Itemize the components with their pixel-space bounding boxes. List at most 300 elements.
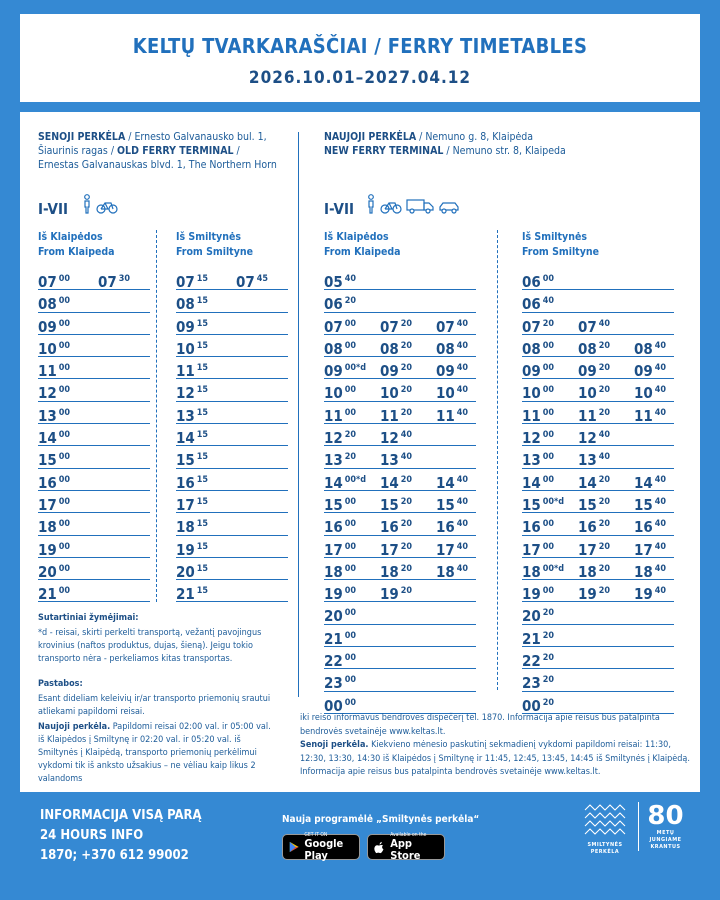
hour: 20 (522, 607, 541, 626)
departure-time (176, 495, 208, 514)
minutes: 20 (598, 474, 611, 485)
hour: 21 (324, 629, 343, 648)
hour: 12 (578, 429, 597, 448)
hour: 18 (436, 562, 455, 581)
minutes: 00 (58, 385, 71, 396)
departure-time (436, 473, 468, 492)
table-row (522, 625, 674, 647)
departure-time (634, 495, 666, 514)
table-row (522, 424, 674, 446)
minutes: 20 (598, 363, 611, 374)
hour: 08 (38, 295, 57, 314)
minutes: 40 (598, 318, 611, 329)
new-from-klaipeda-label: Iš Klaipėdos From Klaipeda (324, 231, 401, 258)
departure-time (324, 339, 356, 358)
departure-time (578, 383, 610, 402)
table-row (522, 446, 674, 468)
departure-time (380, 428, 412, 447)
minutes: 00 (344, 608, 357, 619)
validity-dates: 2026.10.01–2027.04.12 (248, 68, 472, 88)
minutes: 00 (344, 541, 357, 552)
bicycle-icon (380, 200, 402, 214)
hour: 14 (324, 473, 343, 492)
hour: 18 (578, 562, 597, 581)
table-row (522, 602, 674, 624)
departure-time (436, 383, 468, 402)
minutes: 40 (598, 430, 611, 441)
minutes: 40 (400, 430, 413, 441)
minutes: 20 (400, 363, 413, 374)
minutes: 20 (542, 653, 555, 664)
header (20, 14, 700, 102)
minutes: 00 (344, 318, 357, 329)
departure-time (176, 339, 208, 358)
hour: 06 (522, 273, 541, 291)
hour: 20 (176, 562, 195, 581)
departure-time (522, 562, 564, 581)
hour: 09 (324, 362, 343, 381)
hour: 19 (324, 585, 343, 604)
minutes: 40 (542, 296, 555, 307)
minutes: 20 (542, 630, 555, 641)
hour: 14 (38, 429, 57, 448)
old-terminal-name-lt: SENOJI PERKĖLA (38, 131, 126, 143)
hour: 15 (324, 495, 343, 514)
old-days-label: I-VII (38, 200, 69, 218)
departure-time (380, 361, 412, 380)
minutes: 15 (196, 474, 209, 485)
departure-time (634, 562, 666, 581)
minutes: 00*d (344, 474, 367, 485)
info-phone[interactable]: 1870; +370 612 99002 (40, 848, 189, 863)
minutes: 00 (58, 586, 71, 597)
table-row (324, 491, 476, 513)
hour: 12 (176, 384, 195, 403)
minutes: 40 (654, 340, 667, 351)
minutes: 00 (344, 340, 357, 351)
minutes: 00 (58, 318, 71, 329)
table-row (522, 335, 674, 357)
departure-time (634, 517, 666, 536)
minutes: 40 (456, 519, 469, 530)
minutes: 20 (400, 407, 413, 418)
table-row (176, 268, 288, 290)
table-row (38, 558, 150, 580)
minutes: 20 (400, 385, 413, 396)
departure-time (522, 294, 554, 313)
hour: 10 (634, 384, 653, 403)
hour: 16 (578, 518, 597, 537)
hour: 11 (176, 362, 195, 381)
table-row (38, 268, 150, 290)
old-terminal-name-en: OLD FERRY TERMINAL (117, 145, 234, 157)
minutes: 40 (654, 363, 667, 374)
departure-time (578, 428, 610, 447)
minutes: 40 (456, 496, 469, 507)
new-terminal-address: NAUJOJI PERKĖLA / Nemuno g. 8, Klaipėda NEW FERRY TERMINAL / Nemuno str. 8, Klaipeda (324, 131, 566, 157)
table-row (38, 446, 150, 468)
hour: 08 (324, 339, 343, 358)
hour: 15 (578, 495, 597, 514)
minutes: 20 (400, 563, 413, 574)
table-row (522, 491, 674, 513)
table-row (38, 379, 150, 401)
departure-time (522, 406, 554, 425)
table-row (176, 558, 288, 580)
minutes: 20 (400, 586, 413, 597)
minutes: 00 (344, 697, 357, 708)
table-row (522, 290, 674, 312)
minutes: 00 (344, 407, 357, 418)
minutes: 00 (58, 452, 71, 463)
hour: 22 (522, 652, 541, 671)
minutes: 20 (400, 496, 413, 507)
hour: 07 (324, 317, 343, 336)
minutes: 00 (58, 363, 71, 374)
departure-time (578, 517, 610, 536)
departure-time (324, 406, 356, 425)
table-row (176, 469, 288, 491)
minutes: 00 (58, 430, 71, 441)
minutes: 20 (400, 318, 413, 329)
old-from-klaipeda-label: Iš Klaipėdos From Klaipeda (38, 231, 115, 258)
hour: 10 (38, 339, 57, 358)
hour: 11 (436, 406, 455, 425)
minutes: 40 (344, 274, 357, 284)
table-row (38, 424, 150, 446)
departure-time (380, 540, 412, 559)
departure-time (578, 361, 610, 380)
departure-time (634, 339, 666, 358)
pedestrian-icon (82, 194, 92, 214)
minutes: 40 (654, 407, 667, 418)
info-block: INFORMACIJA VISĄ PARĄ 24 HOURS INFO 1870; +370 612 99002 (40, 806, 202, 866)
minutes: 40 (456, 407, 469, 418)
hour: 19 (380, 585, 399, 604)
hour: 13 (522, 451, 541, 470)
table-row (176, 357, 288, 379)
new-transport-icons (366, 194, 460, 214)
old-smiltyne-departures (176, 268, 288, 602)
minutes: 20 (400, 474, 413, 485)
hour: 10 (176, 339, 195, 358)
hour: 14 (578, 473, 597, 492)
minutes: 15 (196, 407, 209, 418)
footer (20, 792, 700, 886)
minutes: 40 (456, 318, 469, 329)
table-row (38, 335, 150, 357)
hour: 08 (522, 339, 541, 358)
departure-time (380, 383, 412, 402)
hour: 15 (380, 495, 399, 514)
departure-time (522, 339, 554, 358)
new-klaipeda-departures (324, 268, 476, 714)
minutes: 00 (58, 496, 71, 507)
google-play-badge[interactable]: GET IT ON Google Play (282, 834, 360, 860)
minutes: 00 (542, 274, 555, 284)
departure-time (38, 406, 70, 425)
departure-time (634, 383, 666, 402)
hour: 15 (176, 451, 195, 470)
table-row (522, 669, 674, 691)
hour: 19 (578, 585, 597, 604)
minutes: 00 (542, 385, 555, 396)
new-terminal-name-en: NEW FERRY TERMINAL (324, 145, 444, 157)
departure-time (38, 361, 70, 380)
hour: 16 (324, 518, 343, 537)
old-klaipeda-departures (38, 268, 150, 602)
table-row (522, 268, 674, 290)
minutes: 40 (598, 452, 611, 463)
new-terminal-name-lt: NAUJOJI PERKĖLA (324, 131, 417, 143)
hour: 14 (634, 473, 653, 492)
departure-time (522, 317, 554, 336)
minutes: 00 (542, 452, 555, 463)
minutes: 15 (196, 274, 209, 284)
departure-time (324, 584, 356, 603)
google-play-icon (289, 839, 299, 855)
hour: 14 (436, 473, 455, 492)
departure-time (578, 473, 610, 492)
departure-time (578, 406, 610, 425)
hour: 18 (634, 562, 653, 581)
new-from-smiltyne-label: Iš Smiltynės From Smiltyne (522, 231, 599, 258)
minutes: 40 (400, 452, 413, 463)
hour: 15 (634, 495, 653, 514)
departure-time (634, 473, 666, 492)
minutes: 00 (344, 496, 357, 507)
hour: 00 (324, 696, 343, 715)
anniversary-logo: 80 METŲ JUNGIAME KRANTUS (638, 802, 688, 851)
hour: 21 (176, 585, 195, 604)
hour: 19 (176, 540, 195, 559)
table-row (176, 402, 288, 424)
table-row (522, 469, 674, 491)
hour: 19 (38, 540, 57, 559)
departure-time (176, 562, 208, 581)
minutes: 20 (598, 563, 611, 574)
departure-time (522, 361, 554, 380)
minutes: 00 (542, 586, 555, 597)
table-row (176, 424, 288, 446)
departure-time (522, 606, 554, 625)
table-row (522, 402, 674, 424)
minutes: 45 (256, 274, 269, 284)
minutes: 20 (542, 697, 555, 708)
departure-time (522, 540, 554, 559)
minutes: 00 (542, 541, 555, 552)
hour: 09 (436, 362, 455, 381)
minutes: 00 (542, 474, 555, 485)
old-from-smiltyne-label: Iš Smiltynės From Smiltyne (176, 231, 253, 258)
minutes: 40 (456, 363, 469, 374)
departure-time (578, 495, 610, 514)
hour: 11 (634, 406, 653, 425)
hour: 09 (578, 362, 597, 381)
departure-time (38, 495, 70, 514)
table-row (522, 536, 674, 558)
terminal-divider (298, 132, 299, 697)
departure-time (436, 317, 468, 336)
departure-time (176, 450, 208, 469)
hour: 19 (522, 585, 541, 604)
departure-time (38, 294, 70, 313)
hour: 07 (38, 273, 57, 291)
hour: 06 (522, 295, 541, 314)
hour: 11 (522, 406, 541, 425)
hour: 07 (98, 273, 117, 291)
hour: 21 (38, 585, 57, 604)
hour: 10 (578, 384, 597, 403)
minutes: 15 (196, 385, 209, 396)
new-days-label: I-VII (324, 200, 355, 218)
minutes: 40 (654, 519, 667, 530)
table-row (324, 625, 476, 647)
hour: 14 (176, 429, 195, 448)
departure-time (324, 629, 356, 648)
hour: 21 (522, 629, 541, 648)
hour: 10 (324, 384, 343, 403)
minutes: 00 (542, 519, 555, 530)
pedestrian-icon (366, 194, 376, 214)
hour: 09 (634, 362, 653, 381)
table-row (324, 669, 476, 691)
hour: 17 (324, 540, 343, 559)
hour: 08 (436, 339, 455, 358)
table-row (324, 357, 476, 379)
extra-notes: iki reiso informavus bendrovės dispečerį tel. 1870. Informacija apie reisus bus patalpinta bendrovės svetainėje www.keltas.lt. Senoji perkėla. Kiekvieno mėnesio paskutinį sekmadienį vykdomi papildomi reisai: 11:30, 12:30, 13:30, 14:30 iš Klaipėdos į Smiltynę ir 11:45, 12:45, 13:45, 14:45 iš Smiltynės į Klaipėdą. Informacija apie reisus bus patalpinta bendrovės svetainėje www.keltas.lt. (300, 713, 690, 777)
table-row (324, 536, 476, 558)
departure-time (522, 673, 554, 692)
hour: 10 (436, 384, 455, 403)
minutes: 20 (542, 318, 555, 329)
minutes: 15 (196, 318, 209, 329)
hour: 15 (38, 451, 57, 470)
minutes: 20 (598, 407, 611, 418)
smiltynes-perkela-logo: SMILTYNĖS PERKĖLA (580, 802, 630, 856)
departure-time (38, 383, 70, 402)
hour: 13 (578, 451, 597, 470)
table-row (324, 313, 476, 335)
hour: 08 (380, 339, 399, 358)
minutes: 20 (400, 541, 413, 552)
minutes: 00 (58, 340, 71, 351)
departure-time (436, 540, 468, 559)
hour: 07 (436, 317, 455, 336)
minutes: 20 (400, 340, 413, 351)
departure-time (176, 361, 208, 380)
departure-time (38, 540, 70, 559)
minutes: 00 (344, 385, 357, 396)
departure-time (436, 495, 468, 514)
departure-time (522, 584, 554, 603)
hour: 16 (380, 518, 399, 537)
departure-time (634, 584, 666, 603)
departure-time (522, 428, 554, 447)
minutes: 00 (58, 563, 71, 574)
departure-time (38, 473, 70, 492)
table-row (324, 290, 476, 312)
departure-time (176, 473, 208, 492)
hour: 09 (176, 317, 195, 336)
minutes: 20 (598, 519, 611, 530)
old-terminal-address: SENOJI PERKĖLA / Ernesto Galvanausko bul. 1, Šiaurinis ragas / OLD FERRY TERMINAL / Ernestas Galvanauskas blvd. 1, The Northern Horn (38, 131, 277, 171)
table-row (324, 692, 476, 714)
hour: 07 (380, 317, 399, 336)
hour: 18 (324, 562, 343, 581)
minutes: 00 (542, 430, 555, 441)
table-row (176, 379, 288, 401)
departure-time (436, 517, 468, 536)
departure-time (436, 406, 468, 425)
table-row (176, 491, 288, 513)
minutes: 40 (456, 474, 469, 485)
minutes: 00*d (542, 496, 565, 507)
hour: 14 (380, 473, 399, 492)
minutes: 00 (542, 407, 555, 418)
departure-time (522, 473, 554, 492)
table-row (324, 580, 476, 602)
hour: 13 (38, 406, 57, 425)
hour: 08 (176, 295, 195, 314)
hour: 17 (436, 540, 455, 559)
hour: 22 (324, 652, 343, 671)
old-transport-icons (82, 194, 118, 214)
departure-time (324, 651, 356, 670)
hour: 20 (38, 562, 57, 581)
departure-time (176, 540, 208, 559)
hour: 12 (380, 429, 399, 448)
minutes: 40 (654, 496, 667, 507)
table-row (38, 402, 150, 424)
departure-time (634, 540, 666, 559)
truck-icon (406, 198, 434, 214)
hour: 08 (578, 339, 597, 358)
minutes: 40 (654, 563, 667, 574)
table-row (522, 513, 674, 535)
departure-time (324, 383, 356, 402)
departure-time (380, 584, 412, 603)
minutes: 15 (196, 296, 209, 307)
minutes: 15 (196, 452, 209, 463)
table-row (38, 290, 150, 312)
hour: 17 (38, 495, 57, 514)
departure-time (578, 339, 610, 358)
table-row (324, 647, 476, 669)
departure-time (98, 272, 130, 291)
table-row (176, 580, 288, 602)
departure-time (324, 450, 356, 469)
minutes: 40 (456, 541, 469, 552)
hour: 18 (522, 562, 541, 581)
minutes: 15 (196, 563, 209, 574)
table-row (522, 313, 674, 335)
old-direction-divider (156, 230, 157, 602)
minutes: 40 (456, 563, 469, 574)
departure-time (522, 272, 554, 291)
departure-time (380, 495, 412, 514)
departure-time (236, 272, 268, 291)
departure-time (38, 584, 70, 603)
departure-time (324, 673, 356, 692)
hour: 17 (634, 540, 653, 559)
table-row (324, 379, 476, 401)
hour: 17 (380, 540, 399, 559)
table-row (38, 491, 150, 513)
departure-time (324, 294, 356, 313)
app-store-badge[interactable]: Available on the App Store (367, 834, 445, 860)
hour: 12 (522, 429, 541, 448)
